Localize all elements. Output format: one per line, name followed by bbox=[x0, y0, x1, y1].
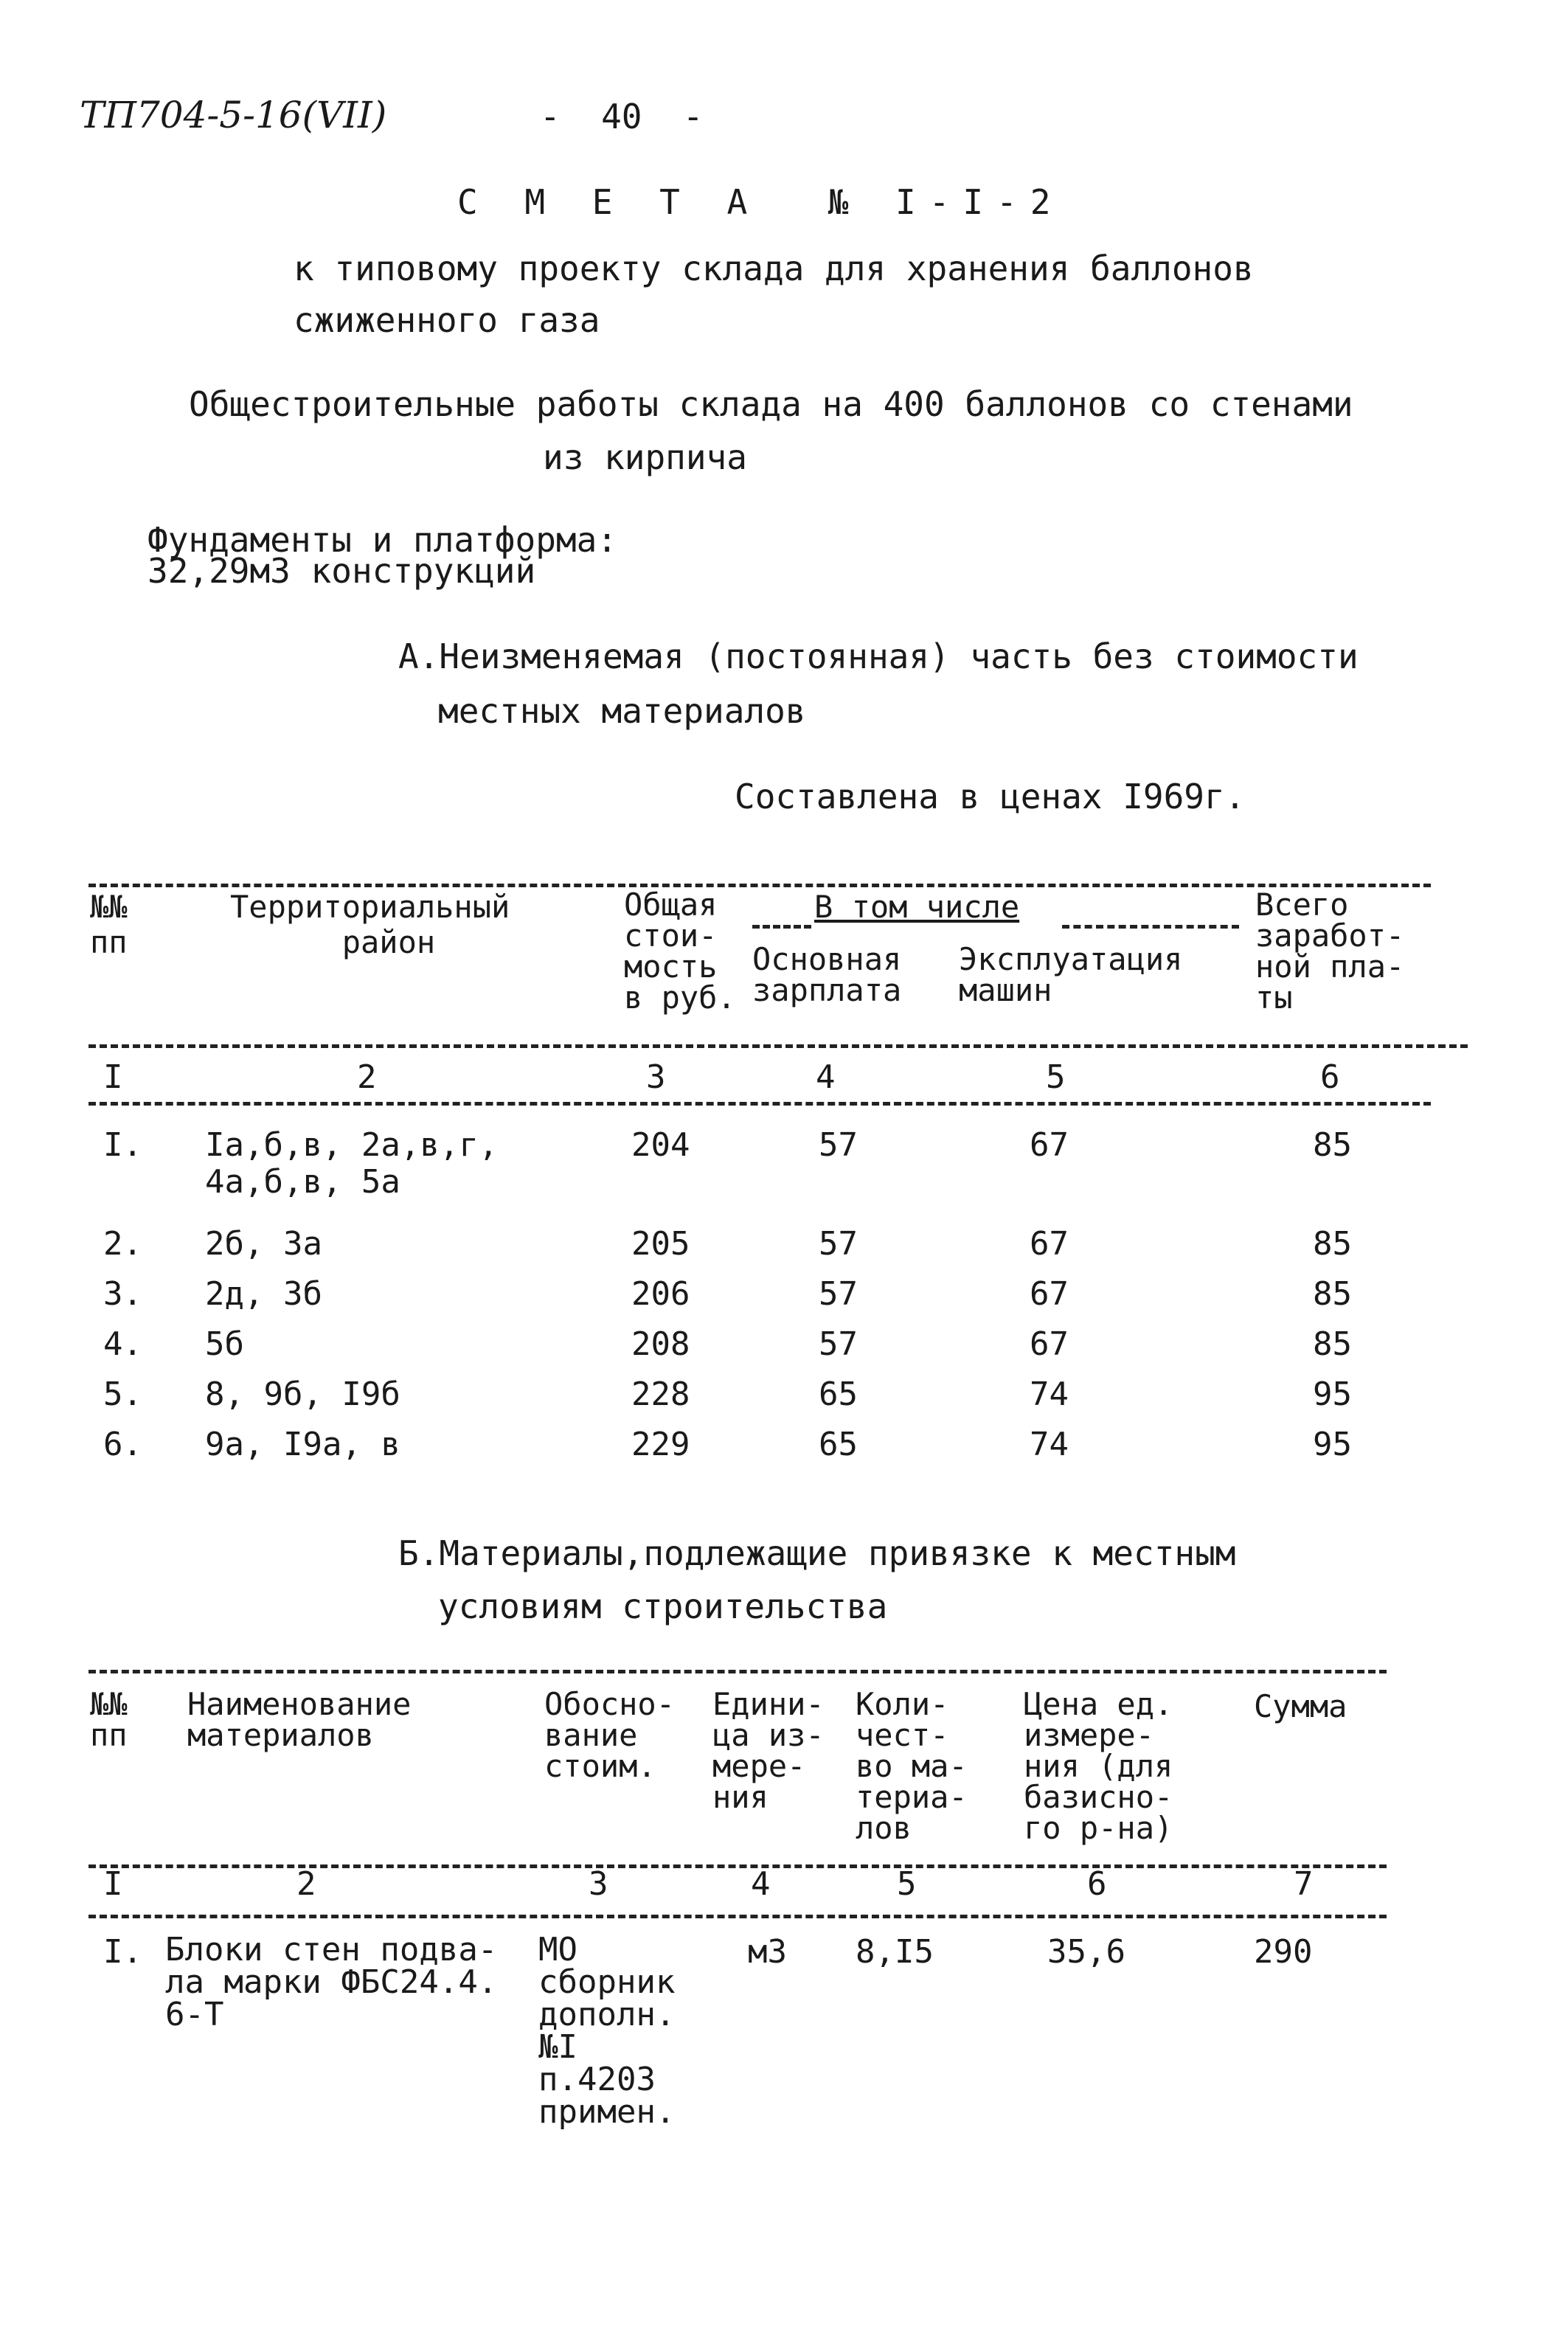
row-region-cont: 4а,б,в, 5а bbox=[205, 1163, 400, 1201]
row-number: I. bbox=[103, 1933, 142, 1971]
row-total: 228 bbox=[631, 1376, 690, 1413]
part-b-title-line-1: Б.Материалы,подлежащие привязке к местным bbox=[398, 1533, 1236, 1573]
part-a-title-line-1: А.Неизменяемая (постоянная) часть без стоимости bbox=[398, 636, 1359, 676]
table-b-header-rule bbox=[89, 1864, 1387, 1868]
row-all-wages: 85 bbox=[1313, 1325, 1352, 1363]
table-a-incl-rule-left bbox=[752, 925, 811, 929]
row-total: 206 bbox=[631, 1275, 690, 1313]
row-all-wages: 85 bbox=[1313, 1126, 1352, 1164]
table-b-header-qty: Коли- чест- во ма- териа- лов bbox=[856, 1686, 968, 1846]
section-line-1: Фундаменты и платформа: bbox=[148, 520, 617, 560]
row-total: 205 bbox=[631, 1225, 690, 1263]
row-wages: 65 bbox=[819, 1426, 858, 1463]
row-total: 208 bbox=[631, 1325, 690, 1363]
table-b-colnum-2: 2 bbox=[296, 1865, 316, 1903]
table-b-colnum-4: 4 bbox=[751, 1865, 771, 1903]
table-a-colnum-2: 2 bbox=[357, 1058, 377, 1096]
row-wages: 57 bbox=[819, 1275, 858, 1313]
subtitle-line-2: сжиженного газа bbox=[294, 300, 600, 340]
document-code: ТП704-5-16(VII) bbox=[80, 94, 387, 136]
row-wages: 65 bbox=[819, 1376, 858, 1413]
part-b-title-line-2: условиям строительства bbox=[438, 1586, 888, 1626]
row-number: 3. bbox=[103, 1275, 142, 1313]
row-all-wages: 85 bbox=[1313, 1225, 1352, 1263]
row-all-wages: 95 bbox=[1313, 1426, 1352, 1463]
page-number: - 40 - bbox=[540, 97, 704, 136]
row-number: 2. bbox=[103, 1225, 142, 1263]
table-a-header-total: Общая стои- мость в руб. bbox=[624, 887, 736, 1016]
table-b-colnum-7: 7 bbox=[1294, 1865, 1314, 1903]
row-wages: 57 bbox=[819, 1225, 858, 1263]
row-basis: МО сборник дополн. №I п.4203 примен. bbox=[538, 1931, 676, 2131]
table-a-header-machines: Эксплуатация машин bbox=[959, 941, 1183, 1008]
table-b-colnum-5: 5 bbox=[897, 1865, 917, 1903]
table-b-header-num: №№ пп bbox=[90, 1686, 128, 1753]
part-a-title-line-2: местных материалов bbox=[438, 691, 806, 731]
row-machines: 67 bbox=[1030, 1275, 1069, 1313]
table-a-header-region: Территориальный район bbox=[230, 889, 510, 961]
table-a-colnum-3: 3 bbox=[646, 1058, 666, 1096]
row-all-wages: 85 bbox=[1313, 1275, 1352, 1313]
table-b-colnum-3: 3 bbox=[589, 1865, 608, 1903]
table-a-incl-rule-right bbox=[1062, 925, 1239, 929]
row-region: 2б, 3а bbox=[205, 1225, 322, 1263]
section-line-2: 32,29м3 конструкций bbox=[148, 551, 536, 591]
table-b-header-unit: Едини- ца из- мере- ния bbox=[712, 1686, 825, 1815]
row-region: 5б bbox=[205, 1325, 244, 1363]
row-region: 9а, I9а, в bbox=[205, 1426, 400, 1463]
row-machines: 67 bbox=[1030, 1325, 1069, 1363]
table-a-header-rule bbox=[89, 1044, 1468, 1048]
row-number: I. bbox=[103, 1126, 142, 1164]
row-machines: 67 bbox=[1030, 1126, 1069, 1164]
table-b-header-basis: Обосно- вание стоим. bbox=[544, 1686, 676, 1784]
table-a-colnum-5: 5 bbox=[1046, 1058, 1066, 1096]
row-unit: м3 bbox=[748, 1933, 787, 1971]
row-region: Iа,б,в, 2а,в,г, bbox=[205, 1126, 499, 1164]
row-machines: 74 bbox=[1030, 1426, 1069, 1463]
table-b-header-sum: Сумма bbox=[1254, 1688, 1347, 1724]
document-title: С М Е Т А № I-I-2 bbox=[457, 182, 1064, 222]
table-a-colnum-4: 4 bbox=[816, 1058, 836, 1096]
row-number: 6. bbox=[103, 1426, 142, 1463]
table-b-colnum-6: 6 bbox=[1087, 1865, 1107, 1903]
row-number: 4. bbox=[103, 1325, 142, 1363]
table-b-colnum-1: I bbox=[103, 1865, 123, 1903]
table-a-header-wages: Основная зарплата bbox=[752, 941, 902, 1008]
table-a-top-rule bbox=[89, 884, 1431, 887]
table-a-header-incl: В том числе bbox=[814, 889, 1020, 925]
subtitle-line-1: к типовому проекту склада для хранения баллонов bbox=[294, 249, 1254, 288]
table-a-colnum-6: 6 bbox=[1320, 1058, 1340, 1096]
table-b-header-name: Наименование материалов bbox=[187, 1686, 412, 1753]
row-number: 5. bbox=[103, 1376, 142, 1413]
row-sum: 290 bbox=[1254, 1933, 1313, 1971]
table-b-colnum-rule bbox=[89, 1915, 1387, 1918]
row-wages: 57 bbox=[819, 1126, 858, 1164]
prices-note: Составлена в ценах I969г. bbox=[735, 777, 1246, 816]
row-total: 229 bbox=[631, 1426, 690, 1463]
table-a-header-all-wages: Всего заработ- ной пла- ты bbox=[1255, 887, 1405, 1016]
row-all-wages: 95 bbox=[1313, 1376, 1352, 1413]
table-a-colnum-1: I bbox=[103, 1058, 123, 1096]
row-material-name: Блоки стен подва- ла марки ФБС24.4. 6-Т bbox=[165, 1931, 498, 2033]
row-region: 2д, 3б bbox=[205, 1275, 322, 1313]
row-machines: 67 bbox=[1030, 1225, 1069, 1263]
table-a-colnum-rule bbox=[89, 1102, 1431, 1106]
row-region: 8, 9б, I9б bbox=[205, 1376, 400, 1413]
row-total: 204 bbox=[631, 1126, 690, 1164]
scope-line-1: Общестроительные работы склада на 400 баллонов со стенами bbox=[189, 384, 1353, 424]
row-machines: 74 bbox=[1030, 1376, 1069, 1413]
row-unit-price: 35,6 bbox=[1047, 1933, 1125, 1971]
table-b-header-price: Цена ед. измере- ния (для базисно- го р-на) bbox=[1024, 1686, 1173, 1846]
table-b-top-rule bbox=[89, 1670, 1387, 1673]
table-a-header-num: №№ пп bbox=[90, 889, 128, 961]
row-wages: 57 bbox=[819, 1325, 858, 1363]
scope-line-2: из кирпича bbox=[543, 437, 747, 477]
row-quantity: 8,I5 bbox=[856, 1933, 934, 1971]
